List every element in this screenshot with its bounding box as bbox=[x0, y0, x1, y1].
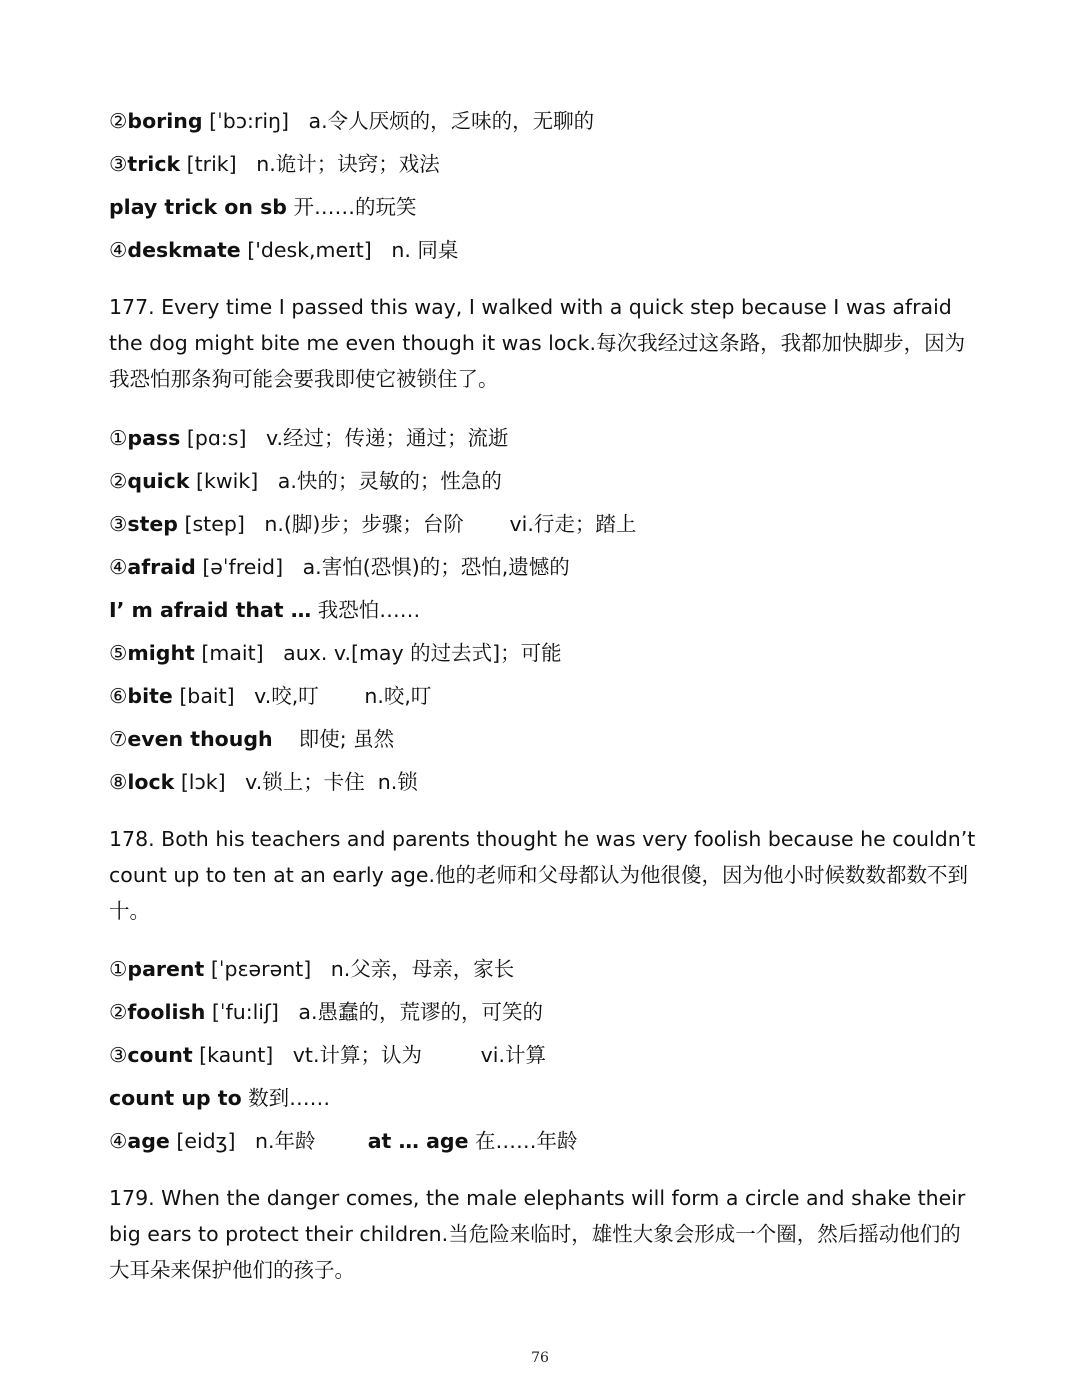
vocab-item: ④deskmate ['desk,meɪt] n. 同桌 bbox=[109, 238, 459, 262]
vocab-item: ①pass [pɑ:s] v.经过；传递；通过；流逝 bbox=[109, 426, 509, 450]
page-number: 76 bbox=[531, 1350, 549, 1366]
vocab-phrase: play trick on sb 开……的玩笑 bbox=[109, 195, 417, 219]
vocab-item: ②foolish [ˈfu:liʃ] a.愚蠢的，荒谬的，可笑的 bbox=[109, 1000, 543, 1024]
example-sentence-179: 179. When the danger comes, the male elephants will form a circle and shake their big ears to protect their children.当危险来临时，雄性大象会形成一个圈，然后摇动他们的大耳朵来保护他们的孩子。 bbox=[109, 1186, 966, 1282]
vocab-item: ③count [kaunt] vt.计算；认为 vi.计算 bbox=[109, 1043, 546, 1067]
vocab-item: ④afraid [əˈfreid] a.害怕(恐惧)的；恐怕,遗憾的 bbox=[109, 555, 570, 579]
vocab-item: ⑦even though 即使; 虽然 bbox=[109, 727, 395, 751]
vocab-item: ④age [eidʒ] n.年龄 at … age 在……年龄 bbox=[109, 1129, 578, 1153]
vocab-item: ③trick [trik] n.诡计；诀窍；戏法 bbox=[109, 152, 440, 176]
example-sentence-177: 177. Every time I passed this way, I walked with a quick step because I was afraid the dog might bite me even though it was lock.每次我经过这条路，我都加快脚步，因为我恐怕那条狗可能会要我即使它被锁住了。 bbox=[109, 295, 966, 391]
vocab-phrase: count up to 数到…… bbox=[109, 1086, 331, 1110]
vocab-item: ③step [step] n.(脚)步；步骤；台阶 vi.行走；踏上 bbox=[109, 512, 637, 536]
example-sentence-178: 178. Both his teachers and parents thought he was very foolish because he couldn’t count up to ten at an early age.他的老师和父母都认为他很傻，因为他小时候数数都数不到十。 bbox=[109, 827, 976, 923]
vocab-item: ⑤might [mait] aux. v.[may 的过去式]；可能 bbox=[109, 641, 562, 665]
vocab-item: ⑧lock [lɔk] v.锁上；卡住 n.锁 bbox=[109, 770, 418, 794]
vocab-phrase: I’ m afraid that … 我恐怕…… bbox=[109, 598, 421, 622]
vocab-item: ②quick [kwik] a.快的；灵敏的；性急的 bbox=[109, 469, 502, 493]
vocab-item: ⑥bite [bait] v.咬,叮 n.咬,叮 bbox=[109, 684, 432, 708]
vocab-item: ②boring [ˈbɔ:riŋ] a.令人厌烦的，乏味的，无聊的 bbox=[109, 109, 595, 133]
vocab-item: ①parent [ˈpɛərənt] n.父亲，母亲，家长 bbox=[109, 957, 515, 981]
